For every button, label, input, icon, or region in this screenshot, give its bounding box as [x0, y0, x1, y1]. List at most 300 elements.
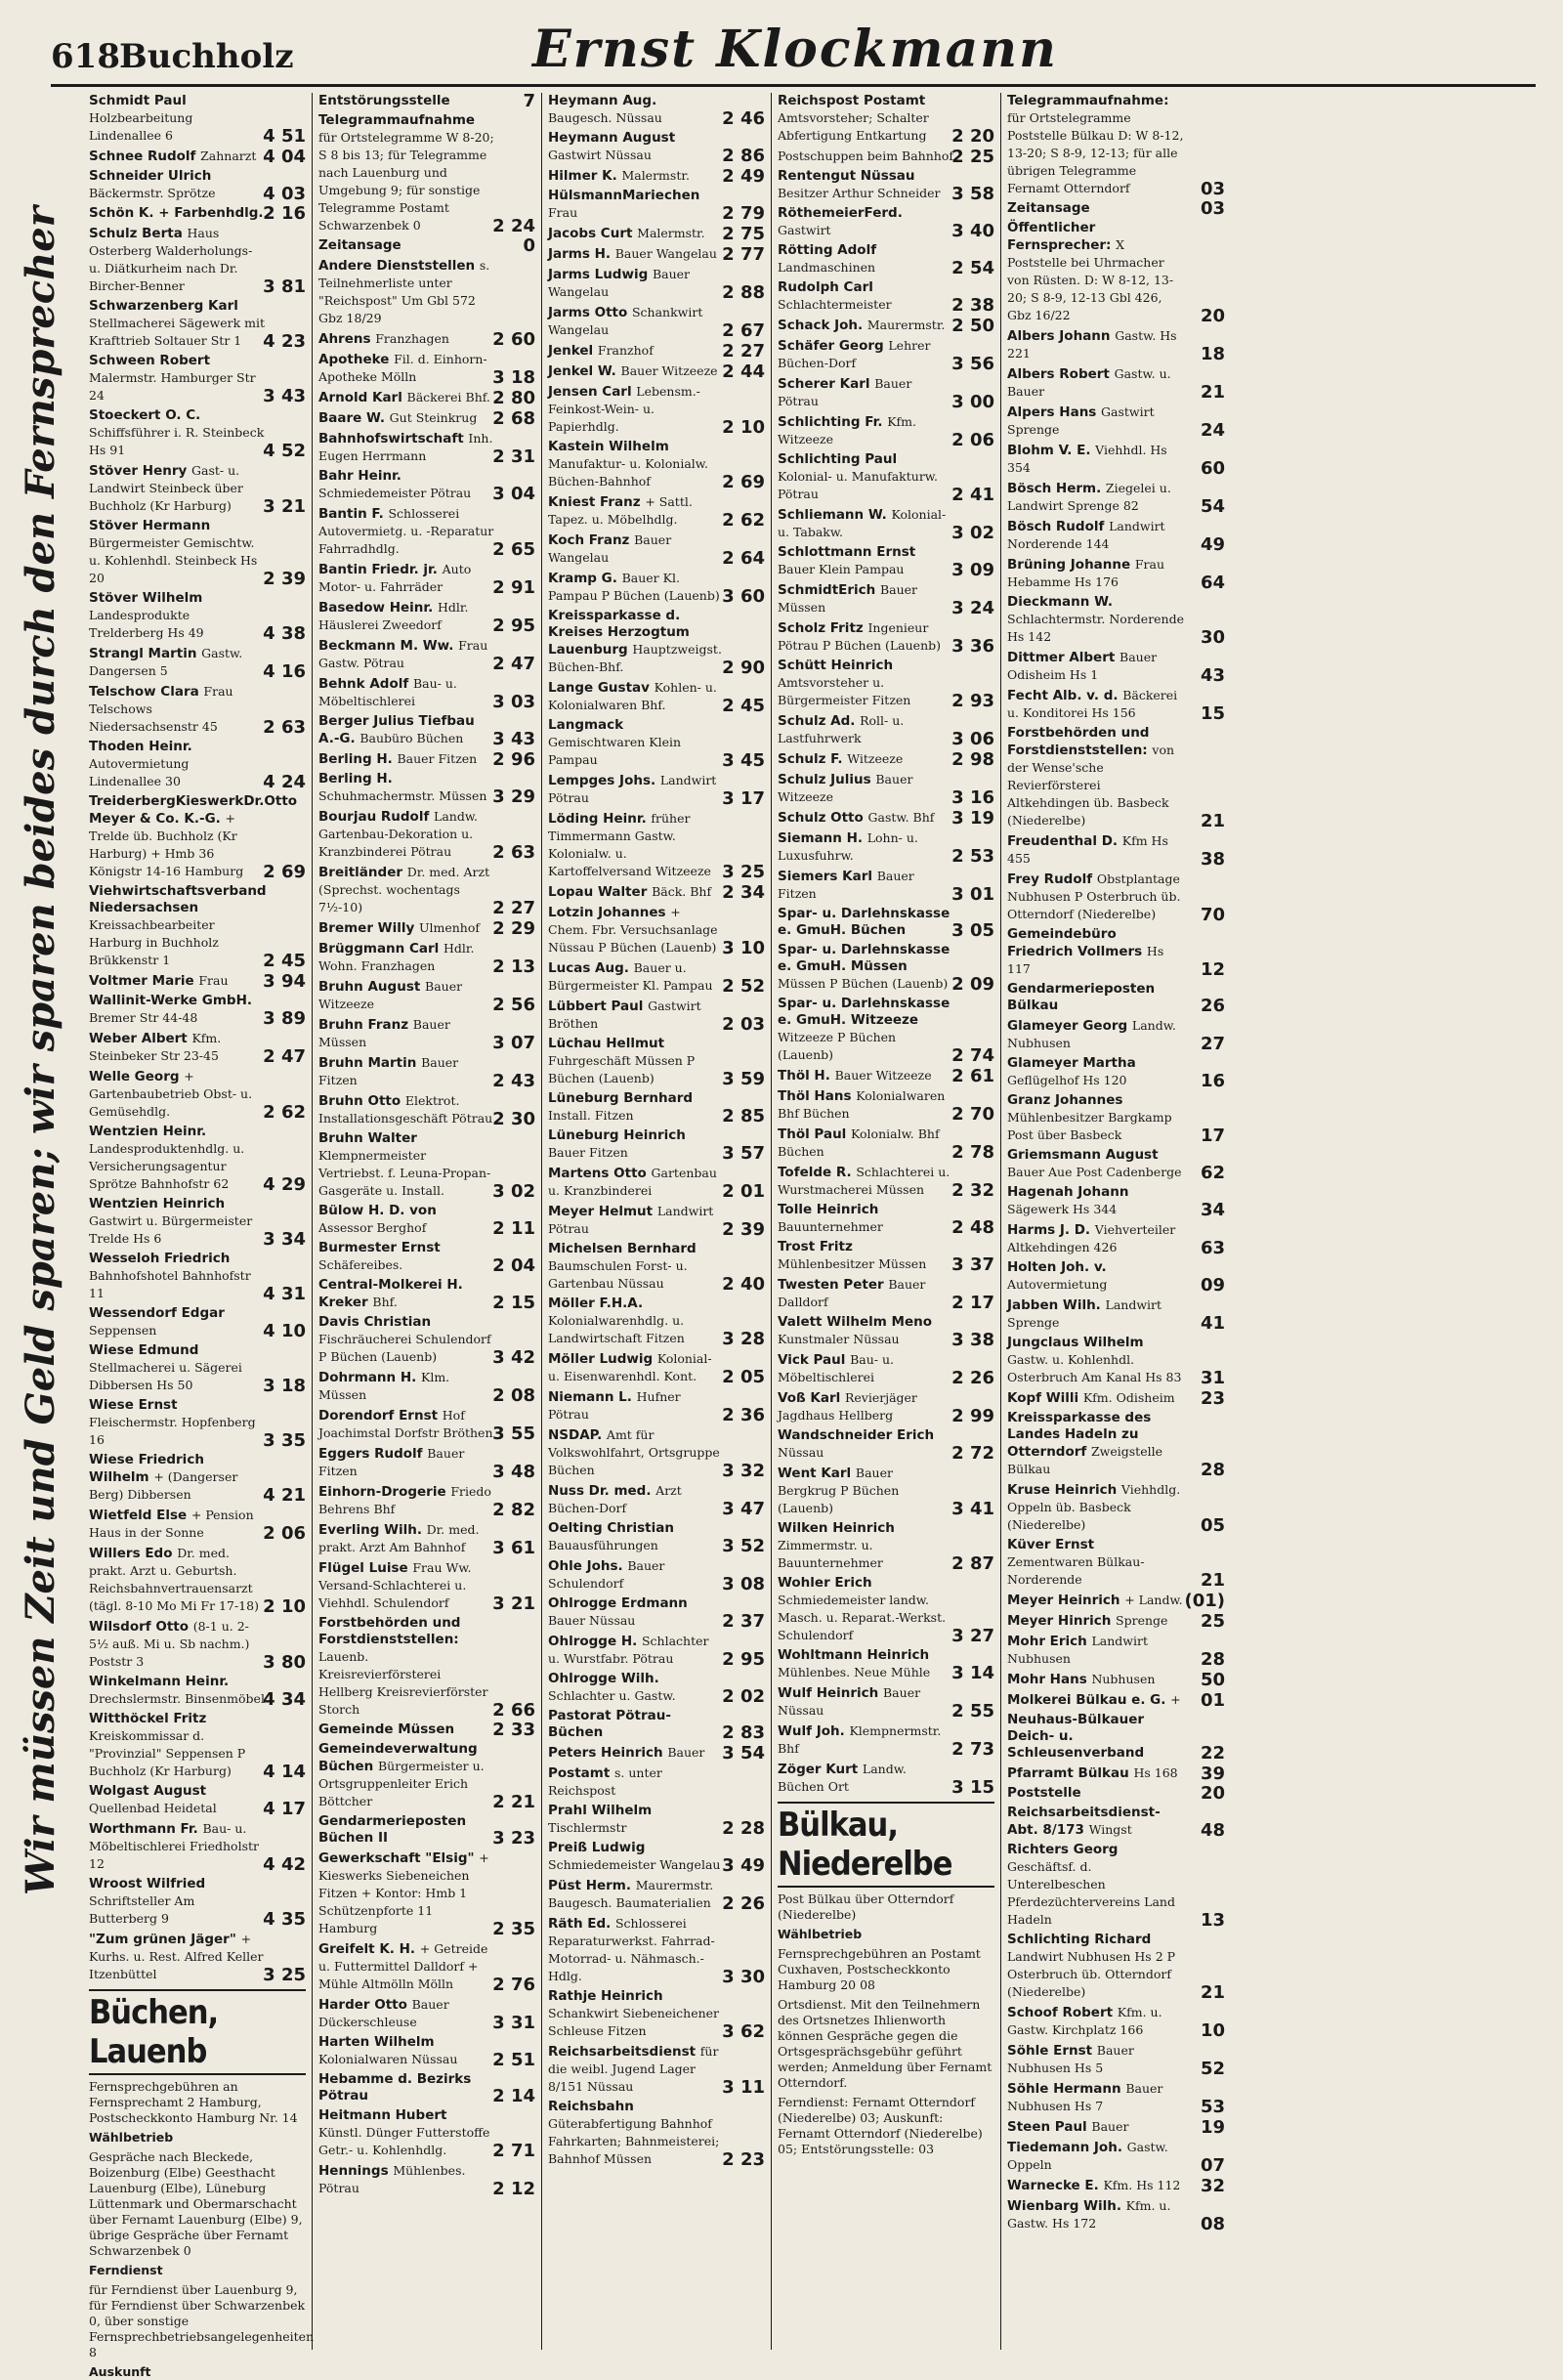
entry-name: Ohle Johs.: [548, 1558, 628, 1574]
entry-description: Klempnermeister Vertriebst. f. Leuna-Propan-Gasgeräte u. Install.: [318, 1148, 491, 1198]
list-item: [548, 717, 765, 769]
entry-name: Wietfeld Else: [89, 1508, 191, 1523]
entry-number: 10: [1200, 2020, 1225, 2041]
entry-description: Schiffsführer i. R. Steinbeck Hs 91: [89, 425, 265, 457]
list-item: [318, 940, 535, 975]
list-item: [318, 599, 535, 634]
entry-description: für Ortstelegramme W 8-20; S 8 bis 13; für Telegramme nach Lauenburg und Umgebung 9; für sonstige Telegramme Postamt Schwarzenbek 0: [318, 130, 494, 233]
entry-description: Zementwaren Bülkau-Norderende: [1007, 1554, 1145, 1587]
section-label: Auskunft: [89, 2364, 151, 2379]
entry-number: 2 79: [722, 203, 765, 224]
list-item: [89, 298, 306, 350]
entry-description: + Kieswerks Siebeneichen Fitzen + Kontor: Hmb 1 Schützenpforte 11 Hamburg: [318, 1850, 489, 1935]
list-item: [548, 1803, 765, 1837]
entry-number: 2 52: [722, 976, 765, 997]
entry-description: Kfm. Witzeeze: [778, 414, 916, 446]
list-item: [548, 93, 765, 127]
entry-description: Bauer Fitzen: [548, 1145, 628, 1160]
list-item: [318, 1240, 535, 1274]
entry-name: Glameyer Georg: [1007, 1018, 1132, 1034]
entry-description: Bauer Schulendorf: [548, 1558, 665, 1591]
entry-number: 2 73: [951, 1739, 994, 1760]
list-item: [778, 506, 994, 541]
entry-number: 03: [1200, 198, 1225, 219]
entry-description: + Gartenbaubetrieb Obst- u. Gemüsehdlg.: [89, 1069, 253, 1119]
list-item: [1007, 1296, 1225, 1332]
entry-name: Küver Ernst: [1007, 1537, 1095, 1552]
entry-name: Hagenah Johann: [1007, 1184, 1129, 1200]
entry-name: TreiderbergKieswerkDr.Otto Meyer & Co. K.-G.: [89, 793, 298, 827]
list-item: [548, 1915, 765, 1985]
entry-number: 30: [1200, 627, 1225, 648]
list-item: [1007, 365, 1225, 401]
entry-name: Gendarmerieposten Büchen II: [318, 1813, 467, 1846]
entry-number: 39: [1200, 1764, 1225, 1784]
entry-number: 2 48: [951, 1217, 994, 1238]
entry-description: Hufner Pötrau: [548, 1389, 681, 1422]
list-item: [548, 1633, 765, 1668]
entry-name: Spar- u. Darlehnskasse e. GmuH. Witzeeze: [778, 996, 950, 1028]
entry-description: Maurermstr. Baugesch. Baumaterialien: [548, 1878, 714, 1910]
entry-number: 2 31: [492, 446, 535, 467]
entry-description: Schankwirt Siebeneichener Schleuse Fitzen: [548, 2006, 720, 2038]
column-1: [83, 93, 315, 2379]
entry-description: Bürgermeister u. Ortsgruppenleiter Erich Böttcher: [318, 1759, 485, 1808]
entry-name: Zöger Kurt: [778, 1762, 863, 1777]
entry-description: Schlachter u. Wurstfabr. Pötrau: [548, 1634, 709, 1666]
entry-description: Kolonial- u. Manufakturw. Pötrau: [778, 469, 938, 501]
list-item: [1007, 442, 1225, 477]
entry-name: Jenkel: [548, 343, 598, 359]
list-item: [89, 883, 306, 969]
entry-name: Jungclaus Wilhelm: [1007, 1335, 1144, 1350]
entry-description: Mühlenbes. Pötrau: [318, 2163, 466, 2195]
entry-name: Breitländer: [318, 865, 407, 880]
entry-number: 4 03: [263, 184, 306, 204]
entry-name: Reichsarbeitsdienst-Abt. 8/173: [1007, 1805, 1161, 1838]
list-item: [89, 225, 306, 295]
entry-number: 53: [1200, 2097, 1225, 2117]
entry-number: 2 99: [951, 1406, 994, 1426]
entry-number: 4 35: [263, 1909, 306, 1930]
list-item: [778, 868, 994, 903]
entry-name: Entstörungsstelle: [318, 93, 450, 108]
entry-number: 3 30: [722, 1967, 765, 1987]
entry-number: 2 53: [951, 846, 994, 867]
entry-description: Gastw. Hs 221: [1007, 328, 1177, 361]
entry-name: Jenkel W.: [548, 363, 621, 379]
entry-name: Rathje Heinrich: [548, 1988, 663, 2004]
list-item: [548, 1557, 765, 1593]
entry-description: Bau- u. Möbeltischlerei: [318, 676, 457, 708]
list-item: [89, 1196, 306, 1248]
entry-number: 3 18: [492, 367, 535, 388]
entry-number: 4 38: [263, 623, 306, 644]
list-item: [778, 1520, 994, 1572]
entry-number: 19: [1200, 2117, 1225, 2138]
list-item: [318, 2034, 535, 2068]
entry-number: 3 55: [492, 1424, 535, 1444]
list-item: [89, 1030, 306, 1065]
entry-description: Landmaschinen: [778, 260, 876, 275]
entry-number: 2 72: [951, 1443, 994, 1464]
entry-name: Oelting Christian: [548, 1520, 674, 1536]
entry-description: Frau Hebamme Hs 176: [1007, 557, 1165, 589]
entry-description: Schlachtermstr. Norderende Hs 142: [1007, 612, 1185, 644]
list-item: [1007, 926, 1225, 978]
entry-number: 2 74: [951, 1045, 994, 1066]
entry-name: Schliemann W.: [778, 507, 892, 523]
entry-name: Lüneburg Heinrich: [548, 1127, 686, 1143]
list-item: [1007, 556, 1225, 591]
entry-number: 24: [1200, 420, 1225, 441]
entry-number: 2 01: [722, 1181, 765, 1202]
entry-description: + Trelde üb. Buchholz (Kr Harburg) + Hmb 36 Königstr 14-16 Hamburg: [89, 811, 244, 878]
entry-name: Tiedemann Joh.: [1007, 2140, 1127, 2155]
list-item: [548, 1036, 765, 1087]
list-item: [778, 1647, 994, 1681]
entry-number: 4 31: [263, 1284, 306, 1304]
entry-name: Wessendorf Edgar: [89, 1305, 225, 1321]
entry-number: 3 01: [951, 884, 994, 905]
entry-name: Twesten Peter: [778, 1277, 889, 1293]
list-item: [548, 1744, 765, 1762]
entry-name: Winkelmann Heinr.: [89, 1674, 230, 1689]
list-item: [548, 266, 765, 301]
entry-description: Künstl. Dünger Futterstoffe Getr.- u. Kohlenhdlg.: [318, 2125, 490, 2157]
entry-number: 43: [1200, 665, 1225, 686]
entry-description: Inh. Eugen Herrmann: [318, 431, 493, 463]
entry-number: 2 05: [722, 1367, 765, 1387]
entry-number: 2 68: [492, 408, 535, 429]
entry-name: Schneider Ulrich: [89, 168, 212, 184]
entry-name: Gemeinde Müssen: [318, 1721, 455, 1737]
entry-name: Voltmer Marie: [89, 973, 199, 989]
entry-description: Schlachterei u. Wurstmacherei Müssen: [778, 1165, 950, 1197]
list-item: [89, 1452, 306, 1504]
entry-number: 4 10: [263, 1321, 306, 1341]
entry-name: Wroost Wilfried: [89, 1876, 206, 1891]
entry-name: Heymann August: [548, 130, 676, 146]
entry-name: Stöver Hermann: [89, 518, 211, 533]
list-item: [89, 739, 306, 790]
entry-number: 2 38: [951, 295, 994, 316]
entry-description: Auto Motor- u. Fahrräder: [318, 562, 472, 594]
entry-name: Lucas Aug.: [548, 960, 634, 976]
entry-description: Nubhusen: [1091, 1672, 1156, 1686]
entry-description: Quellenbad Heidetal: [89, 1801, 217, 1815]
entry-description: Bauer Wangelau: [548, 267, 690, 299]
entry-description: Frau Telschows Niedersachsenstr 45: [89, 684, 233, 734]
entry-description: Bauer Odisheim Hs 1: [1007, 650, 1158, 682]
entry-number: 34: [1200, 1200, 1225, 1220]
entry-number: 0: [523, 235, 535, 256]
entry-name: Thoden Heinr.: [89, 739, 192, 754]
entry-number: 2 37: [722, 1611, 765, 1632]
list-item: [318, 978, 535, 1013]
entry-number: 2 80: [492, 388, 535, 408]
list-item: [318, 1407, 535, 1442]
section-label: Wählbetrieb: [778, 1927, 863, 1941]
entry-description: früher Timmermann Gastw. Kolonialw. u. Kartoffelversand Witzeeze: [548, 811, 711, 878]
entry-description: Bauer Dalldorf: [778, 1277, 926, 1309]
list-item: [318, 808, 535, 861]
entry-number: 2 69: [722, 472, 765, 492]
entry-description: Gastwirt Bröthen: [548, 999, 701, 1031]
list-item: [778, 1761, 994, 1796]
entry-description: +: [1170, 1692, 1181, 1707]
entry-name: Kruse Heinrich: [1007, 1482, 1121, 1498]
entry-number: 2 43: [492, 1071, 535, 1091]
entry-name: Einhorn-Drogerie: [318, 1484, 451, 1500]
entry-description: Dr. med. prakt. Arzt u. Geburtsh. Reichsbahnvertrauensarzt (tägl. 8-10 Mo Mi Fr 17-18): [89, 1546, 259, 1613]
list-item: [1007, 404, 1225, 439]
entry-number: 4 24: [263, 772, 306, 792]
entry-description: Baugesch. Nüssau: [548, 110, 662, 125]
list-item: [1007, 1335, 1225, 1386]
entry-number: 4 51: [263, 126, 306, 147]
entry-name: Schlichting Fr.: [778, 414, 888, 430]
column-3: [542, 93, 772, 2350]
entry-description: Bauer Nüssau: [548, 1613, 636, 1628]
list-item: [548, 1350, 765, 1385]
entry-number: 3 37: [951, 1254, 994, 1275]
entry-number: 2 63: [263, 717, 306, 738]
entry-number: 4 21: [263, 1485, 306, 1506]
list-item: [548, 362, 765, 380]
entry-number: 38: [1200, 849, 1225, 870]
list-item: [548, 1203, 765, 1238]
section-title: Bülkau, Niederelbe: [778, 1802, 994, 1888]
entry-name: Forstbehörden und Forstdienststellen:: [318, 1615, 461, 1647]
entry-description: s. unter Reichspost: [548, 1765, 662, 1798]
list-item: [778, 242, 994, 276]
entry-name: Räth Ed.: [548, 1916, 615, 1932]
entry-description: Bürgermeister Gemischtw. u. Kohlenhdl. Steinbeck Hs 20: [89, 535, 258, 585]
entry-number: 3 35: [263, 1430, 306, 1451]
list-item: [778, 93, 994, 145]
list-item: [778, 1465, 994, 1517]
entry-name: Wulf Heinrich: [778, 1685, 883, 1701]
entry-description: Mühlenbesitzer Bargkamp Post über Basbeck: [1007, 1110, 1172, 1142]
entry-name: Kastein Wilhelm: [548, 439, 669, 454]
entry-name: Wentzien Heinr.: [89, 1124, 207, 1139]
entry-number: 3 38: [951, 1330, 994, 1350]
list-item: [89, 148, 306, 165]
entry-number: 4 52: [263, 441, 306, 461]
entry-name: Basedow Heinr.: [318, 600, 438, 616]
section-text: Post Bülkau über Otterndorf (Niederelbe): [778, 1891, 954, 1922]
entry-number: 2 87: [951, 1553, 994, 1574]
list-item: [778, 1126, 994, 1161]
entry-number: 3 27: [951, 1626, 994, 1646]
list-item: [1007, 2118, 1225, 2136]
entry-number: 2 32: [951, 1180, 994, 1201]
entry-number: 3 21: [263, 496, 306, 517]
list-item: [548, 167, 765, 185]
list-item: [548, 1165, 765, 1200]
entry-description: Autovermietung: [1007, 1277, 1108, 1292]
list-item: [548, 883, 765, 901]
entry-description: + Kurhs. u. Rest. Alfred Keller Itzenbüttel: [89, 1932, 264, 1981]
entry-name: Lüneburg Bernhard: [548, 1090, 694, 1106]
entry-name: Wienbarg Wilh.: [1007, 2198, 1126, 2214]
entry-number: 05: [1200, 1515, 1225, 1536]
list-item: [89, 518, 306, 587]
list-item: [778, 1684, 994, 1720]
entry-name: Viehwirtschaftsverband Niedersachsen: [89, 883, 267, 915]
entry-description: Schlachter u. Gastw.: [548, 1688, 676, 1703]
entry-description: Geschäftsf. d. Unterelbeschen Pferdezüchtervereins Land Hadeln: [1007, 1859, 1175, 1927]
entry-name: Brüggmann Carl: [318, 941, 444, 956]
entry-name: Stöver Wilhelm: [89, 590, 203, 606]
entry-description: Haus Osterberg Walderholungs- u. Diätkurheim nach Dr. Bircher-Benner: [89, 226, 253, 293]
entry-name: Griemsmann August: [1007, 1147, 1159, 1163]
list-item: [89, 168, 306, 202]
entry-name: Nuss Dr. med.: [548, 1483, 656, 1499]
entry-number: 23: [1200, 1388, 1225, 1409]
entry-name: Dohrmann H.: [318, 1370, 421, 1385]
list-item: [778, 279, 994, 314]
entry-name: NSDAP.: [548, 1427, 607, 1443]
entry-description: Bäckerei Bhf.: [406, 390, 490, 404]
entry-description: Gastwirt Nüssau: [548, 148, 652, 162]
directory-columns: [83, 91, 1548, 2379]
entry-number: 07: [1200, 2155, 1225, 2176]
entry-description: Bauunternehmer: [778, 1219, 883, 1234]
entry-number: 27: [1200, 1034, 1225, 1054]
entry-description: Kfm. Odisheim: [1082, 1390, 1175, 1405]
entry-number: 4 17: [263, 1799, 306, 1819]
list-item: [1007, 594, 1225, 646]
entry-description: Hs 117: [1007, 944, 1164, 976]
entry-description: Ziegelei u. Landwirt Sprenge 82: [1007, 481, 1171, 513]
entry-description: Kohlen- u. Kolonialwaren Bhf.: [548, 680, 717, 712]
entry-name: Neuhaus-Bülkauer Deich- u. Schleusenverband: [1007, 1712, 1145, 1761]
list-item: [548, 1595, 765, 1630]
entry-number: 4 04: [263, 147, 306, 167]
entry-name: Schween Robert: [89, 353, 211, 368]
entry-number: 2 02: [722, 1686, 765, 1707]
entry-description: Besitzer Arthur Schneider: [778, 186, 941, 200]
entry-name: Spar- u. Darlehnskasse e. GmuH. Müssen: [778, 942, 950, 974]
entry-number: 21: [1200, 811, 1225, 831]
entry-number: 22: [1200, 1743, 1225, 1764]
entry-number: 2 91: [492, 577, 535, 598]
entry-description: Bauer: [1091, 2119, 1129, 2134]
entry-number: 21: [1200, 382, 1225, 403]
list-item: [1007, 1221, 1225, 1256]
entry-number: 2 76: [492, 1975, 535, 1995]
entry-name: Frey Rudolf: [1007, 871, 1097, 887]
entry-description: Gastwirt u. Bürgermeister Trelde Hs 6: [89, 1213, 253, 1246]
list-item: [778, 658, 994, 709]
entry-name: Davis Christian: [318, 1314, 432, 1330]
entry-description: Landwirt Norderende 144: [1007, 519, 1165, 551]
entry-name: Berling H.: [318, 771, 393, 786]
entry-name: Strangl Martin: [89, 646, 202, 661]
list-item: [89, 972, 306, 990]
entry-number: 2 93: [951, 691, 994, 711]
list-item: [89, 993, 306, 1027]
entry-number: 12: [1200, 959, 1225, 980]
entry-number: 3 21: [492, 1594, 535, 1614]
entry-name: Bruhn Franz: [318, 1017, 413, 1033]
list-item: [89, 1674, 306, 1708]
list-item: [548, 188, 765, 222]
entry-name: Möller Ludwig: [548, 1351, 657, 1367]
entry-number: 2 11: [492, 1218, 535, 1239]
entry-number: 3 80: [263, 1652, 306, 1673]
list-item: [778, 1351, 994, 1386]
list-item: [1007, 1017, 1225, 1052]
entry-number: 2 26: [722, 1893, 765, 1914]
entry-number: 2 98: [951, 749, 994, 770]
list-item: [548, 245, 765, 263]
entry-description: Bauer Fitzen: [318, 1446, 465, 1478]
list-item: [1007, 1259, 1225, 1294]
entry-number: 3 89: [263, 1008, 306, 1029]
list-item: [548, 810, 765, 880]
entry-name: Warnecke E.: [1007, 2178, 1104, 2193]
entry-description: Kunstmaler Nüssau: [778, 1332, 900, 1346]
entry-name: Telegrammaufnahme:: [1007, 93, 1169, 108]
entry-number: 2 33: [492, 1720, 535, 1740]
entry-number: 2 26: [951, 1368, 994, 1388]
entry-name: Jabben Wilh.: [1007, 1297, 1106, 1313]
entry-description: Ingenieur Pötrau P Büchen (Lauenb): [778, 620, 942, 653]
list-item: [548, 304, 765, 339]
list-item: [548, 1877, 765, 1912]
entry-number: 3 56: [951, 354, 994, 374]
entry-name: Peters Heinrich: [548, 1745, 668, 1761]
list-item: [318, 1054, 535, 1089]
entry-name: Bülow H. D. von: [318, 1203, 437, 1218]
entry-number: 20: [1200, 1783, 1225, 1804]
entry-description: Bauer Müssen: [318, 1017, 450, 1049]
entry-name: Dittmer Albert: [1007, 650, 1120, 665]
entry-description: Lohn- u. Luxusfuhrw.: [778, 830, 918, 863]
entry-name: Albers Robert: [1007, 366, 1115, 382]
entry-name: Ohlrogge Erdmann: [548, 1595, 688, 1611]
entry-number: 3 59: [722, 1069, 765, 1089]
entry-description: Viehverteiler Altkehdingen 426: [1007, 1222, 1176, 1254]
list-item: [548, 1090, 765, 1125]
entry-description: Kreiskommissar d. "Provinzial" Seppensen P Buchholz (Kr Harburg): [89, 1728, 246, 1778]
entry-number: 2 21: [492, 1792, 535, 1812]
entry-number: 09: [1200, 1275, 1225, 1296]
entry-number: 2 04: [492, 1255, 535, 1276]
entry-name: Heitmann Hubert: [318, 2107, 447, 2123]
entry-description: s. Teilnehmerliste unter "Reichspost" Um Gbl 572 Gbz 18/29: [318, 258, 490, 325]
entry-name: Bruhn Martin: [318, 1055, 422, 1071]
entry-name: Vick Paul: [778, 1352, 851, 1368]
entry-description: Bauer Fitzen: [318, 1055, 459, 1087]
entry-name: Bruhn Otto: [318, 1093, 405, 1109]
list-item: [318, 430, 535, 465]
entry-number: 2 61: [951, 1066, 994, 1086]
entry-name: Poststelle: [1007, 1785, 1081, 1801]
entry-number: 2 78: [951, 1142, 994, 1163]
entry-description: Bauer: [667, 1745, 705, 1760]
entry-description: Amtsvorsteher u. Bürgermeister Fitzen: [778, 675, 911, 707]
list-item: [318, 1559, 535, 1612]
entry-number: 2 45: [722, 696, 765, 716]
entry-description: Viehhdl. Hs 354: [1007, 443, 1167, 475]
entry-number: 3 40: [951, 221, 994, 241]
entry-name: RöthemeierFerd.: [778, 205, 903, 221]
list-item: [89, 1397, 306, 1449]
